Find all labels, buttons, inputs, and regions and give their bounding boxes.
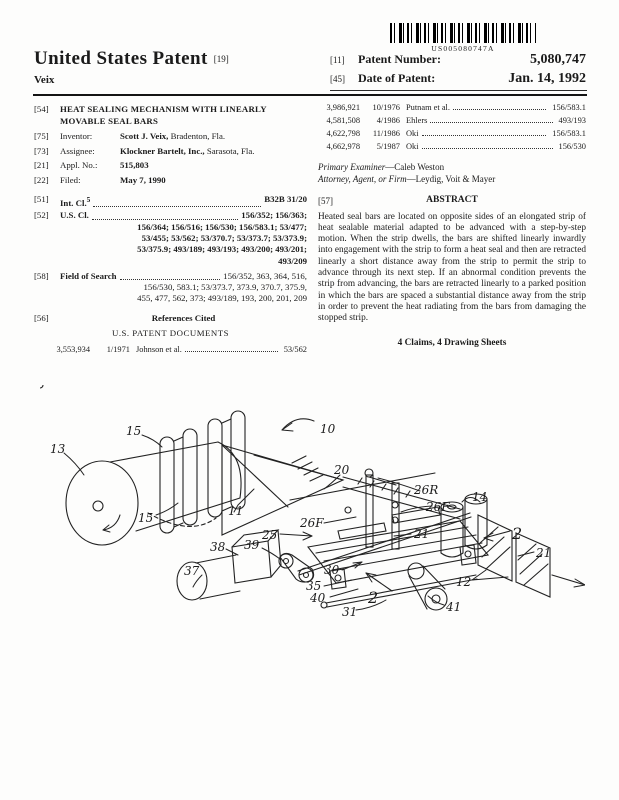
ref-class: 156/583.1 [552, 128, 586, 138]
field-code-56: [56] [34, 312, 49, 323]
ref-name: Oki [406, 141, 419, 151]
examiner-block [318, 162, 586, 185]
field-code-45: [45] [330, 74, 345, 84]
references-heading-row [34, 313, 307, 324]
ref-name: Johnson et al. [136, 345, 182, 355]
header-left [34, 48, 324, 86]
inventor-name: Scott J. Veix, [120, 130, 169, 141]
us-cl-line: 53/375.9; 493/189; 493/193; 493/200; 493/201; [137, 244, 307, 255]
ref-class: 53/562 [283, 345, 307, 355]
abstract-text: Heated seal bars are located on opposite sides of an elongated strip of heat sealable material adapted to be advanced with a step-by-step motion. When the strip dwells, the bars are shifted linearly inwardly into engagement with the strip to form a heat seal and then are retracted linearly a short distance away from the strip to permit the strip to advance through its next step. If an abnormal condition prevents the strip from advancing, the bars are retracted linearly to a parked position in which the bars are spaced a substantial distance away from the strip in order to prevent the heat radiating from the bars from damaging the stopped strip. [318, 211, 586, 324]
applicant-surname: Veix [34, 74, 55, 86]
dot-leader [430, 122, 552, 123]
us-cl-line: 53/455; 53/562; 53/370.7; 53/373.7; 53/373.9; [141, 233, 307, 244]
barcode-bars [390, 23, 536, 43]
patent-number-label: Patent Number: [358, 52, 441, 66]
references-heading: References Cited [151, 312, 216, 323]
int-cl-value: B32B 31/20 [264, 194, 307, 205]
kind-code: [19] [213, 54, 229, 64]
int-cl-label: Int. Cl.$^5$ [60, 195, 91, 209]
figure-label: 30 [324, 563, 340, 577]
figure-label: 37 [184, 564, 200, 578]
dot-leader [422, 148, 553, 149]
figure-label: 26R [414, 483, 439, 497]
ref-number: 3,986,921 [326, 103, 360, 113]
field-code-11: [11] [330, 55, 345, 65]
field-code-75: [75] [34, 130, 49, 141]
output-panels [478, 515, 585, 597]
figure-label: 14 [472, 490, 488, 504]
ref-class: 156/530 [558, 141, 586, 151]
figure-label: 12 [456, 575, 472, 589]
figure-label: 21 [414, 527, 430, 541]
us-cl-line: 156/364; 156/516; 156/530; 156/583.1; 53/477; [137, 221, 307, 232]
abstract-column [318, 101, 586, 349]
dot-leader [453, 109, 546, 110]
barcode [388, 23, 538, 53]
ref-name: Putnam et al. [406, 103, 450, 113]
ref-date: 4/1986 [376, 116, 400, 126]
reference-row [318, 115, 586, 126]
field-code-54: [54] [34, 104, 49, 115]
supply-roll [66, 442, 244, 545]
search-line: 156/530, 583.1; 53/373.7, 373.9, 370.7, 375.9, [143, 282, 307, 293]
header-right [330, 52, 586, 90]
appl-no-field [34, 160, 307, 171]
patent-date-value: Jan. 14, 1992 [508, 71, 586, 86]
web-former [222, 445, 343, 535]
assignee-field [34, 146, 307, 157]
figure-label: 10 [320, 422, 336, 436]
filed-label: Filed: [60, 174, 81, 185]
barcode-number: US005080747A [431, 44, 495, 53]
patent-date-label: Date of Patent: [358, 71, 436, 85]
assignee-value [120, 146, 307, 157]
header-rule [33, 94, 587, 96]
ref-class: 493/193 [558, 116, 586, 126]
document-title: United States Patent [34, 48, 208, 69]
search-line: 455, 477, 562, 373; 493/189, 193, 200, 201, 209 [137, 293, 307, 304]
field-code-52: [52] [34, 210, 49, 221]
figure-label: 2 [512, 524, 523, 543]
patent-date-row [330, 71, 586, 87]
claims-line: 4 Claims, 4 Drawing Sheets [397, 337, 507, 348]
filed-field [34, 175, 307, 186]
inventor-field [34, 131, 307, 142]
assignee-city: Sarasota, Fla. [204, 145, 255, 156]
figure-label: 15 [138, 511, 154, 525]
patent-number-value: 5,080,747 [530, 52, 586, 67]
figure-label: 26F [300, 516, 324, 530]
attorney-line: Attorney, Agent, or Firm—Leydig, Voit & Mayer [318, 173, 496, 184]
field-code-51: [51] [34, 194, 49, 205]
bibliographic-column [34, 101, 307, 356]
dot-leader [93, 194, 261, 207]
field-code-57: [57] [318, 196, 333, 207]
figure-label: 31 [342, 605, 358, 619]
inventor-city: Bradenton, Fla. [168, 130, 226, 141]
figure-label: 20 [334, 463, 350, 477]
int-cl-field [34, 194, 307, 209]
figure-label: 25 [262, 528, 278, 542]
header-rule-thin [330, 90, 587, 91]
figure-label: 26F [426, 500, 450, 514]
assignee-label: Assignee: [60, 145, 95, 156]
figure-label: 15 [126, 424, 142, 438]
us-cl-continuation [34, 222, 307, 267]
abstract-heading: ABSTRACT [426, 195, 478, 206]
ref-number: 3,553,934 [56, 345, 90, 355]
us-cl-label: U.S. Cl. [60, 210, 89, 221]
reference-row [34, 344, 307, 355]
ref-date: 5/1987 [376, 141, 400, 151]
primary-examiner-line: Primary Examiner—Caleb Weston [318, 162, 445, 173]
figure-label: 38 [210, 540, 226, 554]
field-of-search [34, 271, 307, 282]
patent-number-row [330, 52, 586, 68]
reference-row [318, 128, 586, 139]
abstract-heading-row [318, 195, 586, 206]
us-cl-field [34, 210, 307, 221]
dot-leader [185, 351, 278, 352]
assignee-name: Klockner Bartelt, Inc., [120, 145, 205, 156]
dot-leader [92, 210, 238, 219]
ref-number: 4,581,508 [326, 116, 360, 126]
invention-title: HEAT SEALING MECHANISM WITH LINEARLY MOVABLE SEAL BARS [60, 104, 267, 126]
direction-arrow-10 [282, 419, 314, 431]
figure-label: 21 [536, 546, 552, 560]
field-code-73: [73] [34, 145, 49, 156]
figure-label: 13 [50, 442, 66, 456]
appl-no-label: Appl. No.: [60, 160, 98, 171]
dot-leader [120, 271, 221, 280]
ref-date: 11/1986 [372, 128, 400, 138]
figure-label: 41 [446, 600, 462, 614]
search-first-line: 156/352, 363, 364, 516, [223, 270, 307, 281]
us-cl-first-line: 156/352; 156/363; [241, 210, 307, 221]
search-continuation [34, 282, 307, 304]
ref-date: 10/1976 [372, 103, 400, 113]
search-label: Field of Search [60, 270, 117, 281]
dot-leader [422, 135, 547, 136]
figure-labels [50, 422, 551, 619]
filed-value: May 7, 1990 [120, 174, 166, 185]
us-patent-documents-heading: U.S. PATENT DOCUMENTS [111, 327, 230, 338]
ref-name: Oki [406, 128, 419, 138]
field-code-21: [21] [34, 160, 49, 171]
ref-number: 4,622,798 [326, 128, 360, 138]
patent-drawing [40, 385, 585, 650]
title-field [34, 104, 307, 128]
ref-name: Ehlers [406, 116, 428, 126]
reference-row [318, 141, 586, 152]
ref-class: 156/583.1 [552, 103, 586, 113]
field-code-58: [58] [34, 270, 49, 281]
figure-label: 11 [228, 504, 244, 518]
ref-date: 1/1971 [106, 345, 130, 355]
figure-label: 2 [368, 588, 379, 607]
appl-no-value: 515,803 [120, 160, 149, 171]
figure-label: 35 [306, 579, 322, 593]
inventor-label: Inventor: [60, 130, 93, 141]
reference-row [318, 102, 586, 113]
figure-label: 40 [310, 591, 326, 605]
inventor-value [120, 131, 307, 142]
figure-label: 39 [244, 538, 260, 552]
ref-number: 4,662,978 [326, 141, 360, 151]
field-code-22: [22] [34, 174, 49, 185]
us-cl-line: 493/209 [278, 255, 307, 266]
